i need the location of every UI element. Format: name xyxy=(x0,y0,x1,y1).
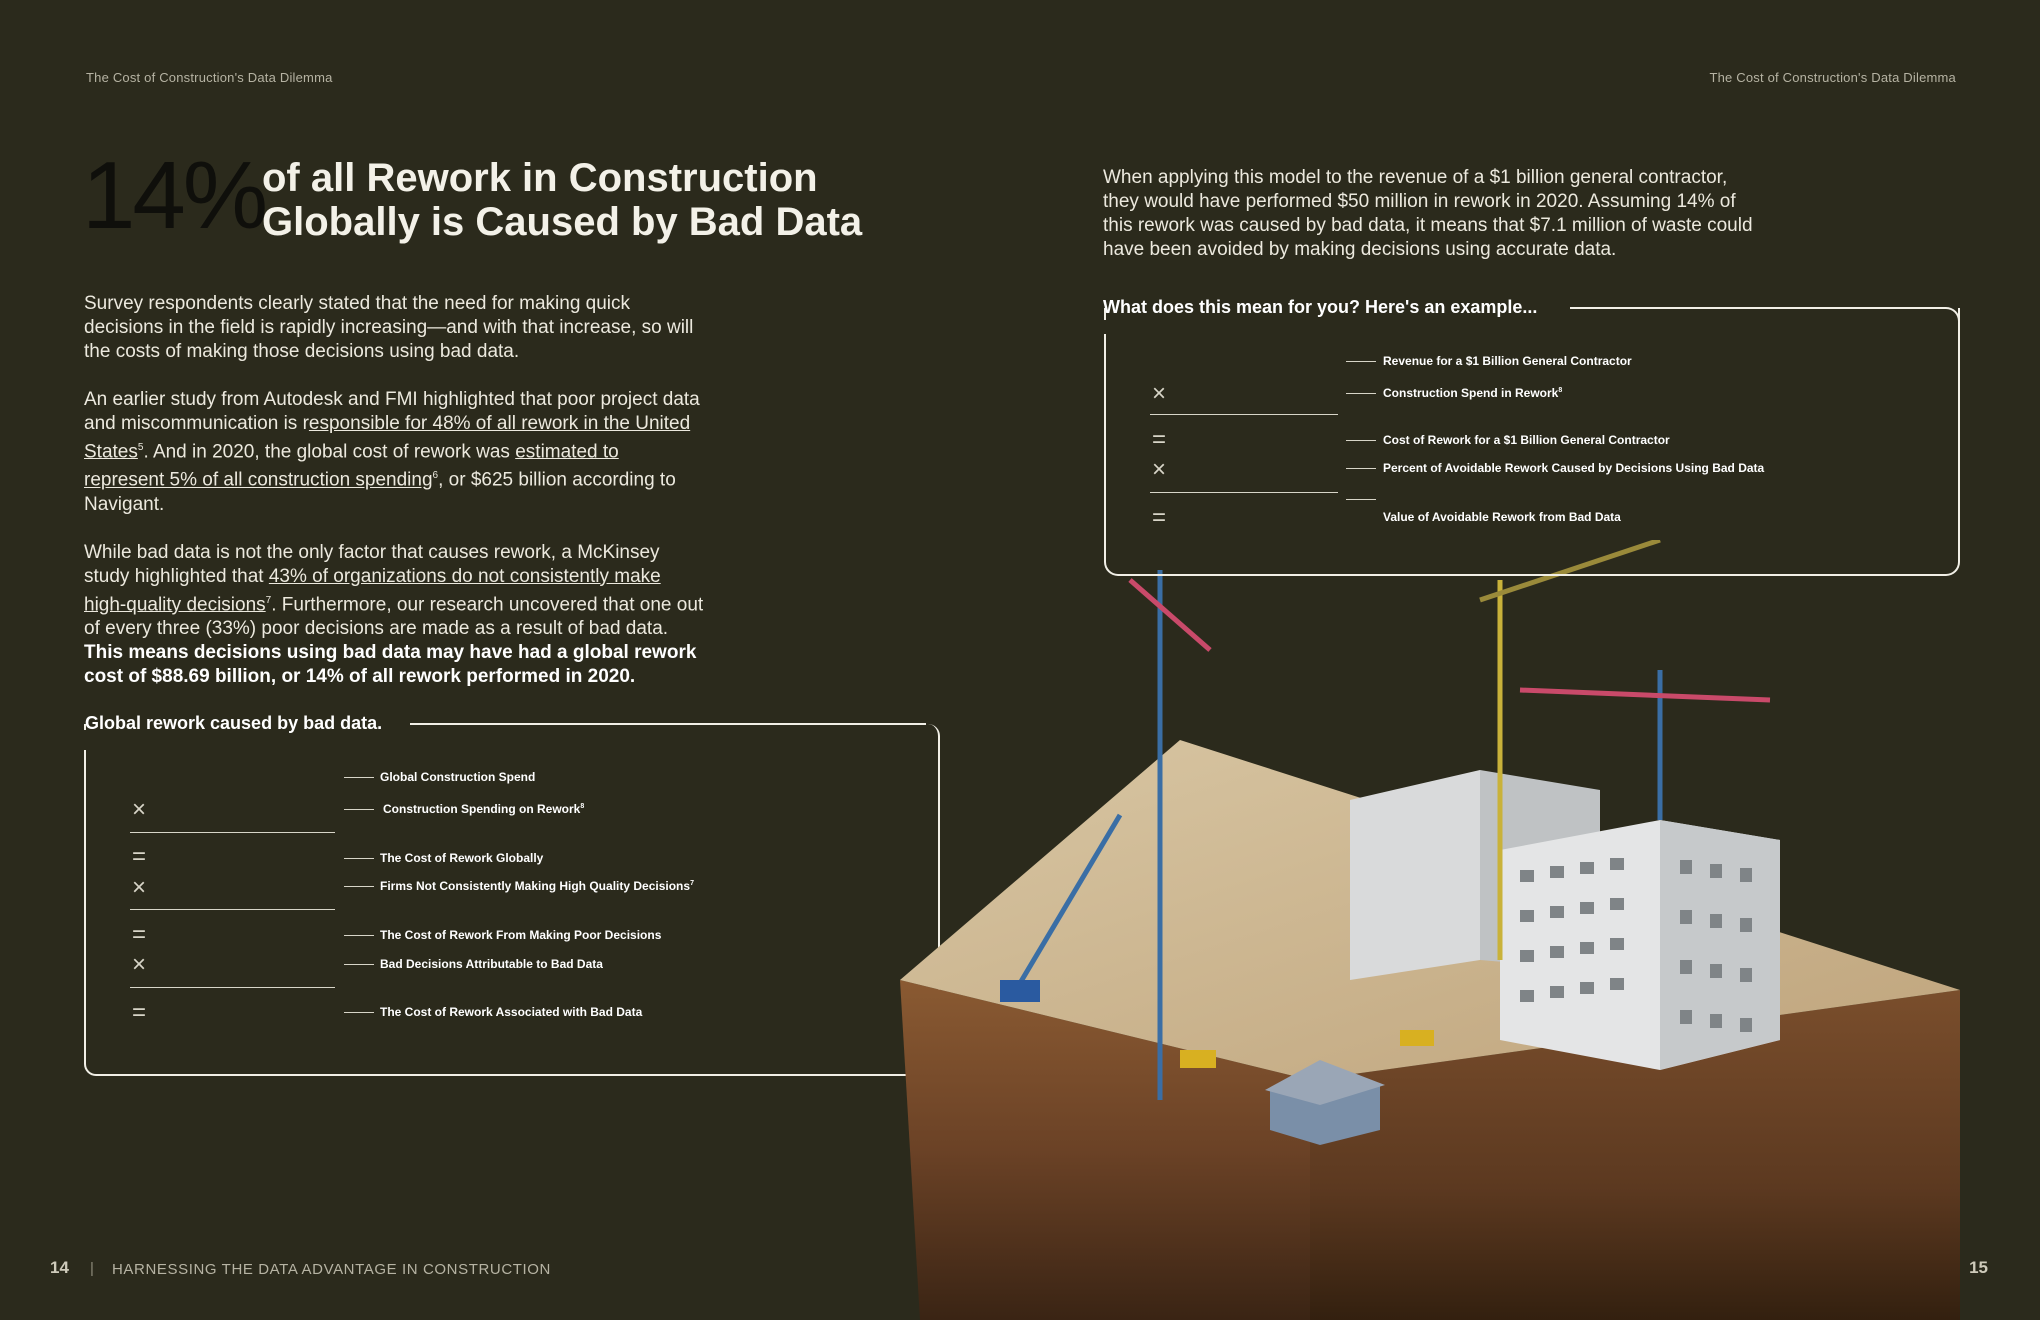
equals-icon: = xyxy=(131,999,146,1026)
page-number-left: 14 xyxy=(50,1258,69,1277)
multiply-icon: × xyxy=(1151,456,1166,483)
paragraph-2 xyxy=(84,388,704,517)
example-calc-top-rule xyxy=(1570,307,1946,309)
calc-divider xyxy=(1150,414,1338,415)
p3-text-a: While bad data is not the only factor that causes rework, a McKinsey study highlighted that xyxy=(84,541,660,587)
calc-label: Revenue for a $1 Billion General Contractor xyxy=(1383,354,1632,368)
calc-divider xyxy=(130,832,335,833)
p3-text-b: . Furthermore, our research uncovered that one out of every three (33%) poor decisions are made as a result of bad data. xyxy=(84,593,704,639)
calc-label: The Cost of Rework Associated with Bad Data xyxy=(380,1005,643,1019)
global-calc-top-rule xyxy=(410,723,926,725)
example-calc-title: What does this mean for you? Here's an example... xyxy=(1103,297,1538,317)
footer-publication: HARNESSING THE DATA ADVANTAGE IN CONSTRUCTION xyxy=(112,1261,551,1278)
equals-icon: = xyxy=(1151,426,1166,453)
calc-label: Firms Not Consistently Making High Quality Decisions$^7$ xyxy=(380,879,694,893)
right-intro-text: When applying this model to the revenue of a $1 billion general contractor, they would have performed $50 million in rework in 2020. Assuming 14% of this rework was caused by bad data, it means that $7.1 million of waste could have been avoided by making decisions using accurate data. xyxy=(1103,167,1753,260)
calc-label: Global Construction Spend xyxy=(380,770,536,784)
hero-percent: 14% xyxy=(82,142,266,249)
calc-divider xyxy=(1150,492,1338,493)
p2-text-b: . And in 2020, the global cost of rework was xyxy=(143,441,516,463)
reference-link-mckinsey[interactable]: 43% of organizations do not consistently make high-quality decisions xyxy=(84,565,661,615)
calc-label: The Cost of Rework Globally xyxy=(380,851,544,865)
calc-divider xyxy=(130,909,335,910)
multiply-icon: × xyxy=(131,796,146,823)
page-title: of all Rework in Construction Globally is Caused by Bad Data xyxy=(262,156,863,244)
reference-link-rework-spending[interactable]: estimated to represent 5% of all construction spending xyxy=(84,441,619,491)
running-header-right: The Cost of Construction's Data Dilemma xyxy=(1709,70,1956,85)
footnote-6: 6 xyxy=(432,470,439,482)
construction-site-illustration xyxy=(880,540,1960,1320)
multiply-icon: × xyxy=(1151,380,1166,407)
paragraph-1: Survey respondents clearly stated that the need for making quick decisions in the field is rapidly increasing—and with that increase, so will the costs of making those decisions using bad data. xyxy=(84,293,694,362)
calc-label: The Cost of Rework From Making Poor Decisions xyxy=(380,928,662,942)
running-header-left: The Cost of Construction's Data Dilemma xyxy=(86,70,333,85)
body-text xyxy=(84,292,704,713)
calc-label: Construction Spending on Rework$^8$ xyxy=(383,802,585,816)
reference-link-rework-us[interactable]: esponsible for 48% of all rework in the United States xyxy=(84,413,691,463)
p2-text-a: An earlier study from Autodesk and FMI highlighted that poor project data and miscommunication is r xyxy=(84,389,700,434)
calc-label: Cost of Rework for a $1 Billion General Contractor xyxy=(1383,433,1670,447)
global-calc-title: Global rework caused by bad data. xyxy=(85,713,383,733)
key-finding: This means decisions using bad data may have had a global rework cost of $88.69 billion, or 14% of all rework performed in 2020. xyxy=(84,641,697,687)
footnote-5: 5 xyxy=(137,442,144,453)
equals-icon: = xyxy=(131,843,146,870)
calc-label: Construction Spend in Rework$^8$ xyxy=(1383,386,1563,400)
calc-divider xyxy=(130,987,335,988)
multiply-icon: × xyxy=(131,874,146,901)
p2-text-c: , or $625 billion according to Navigant. xyxy=(84,469,676,515)
equals-icon: = xyxy=(1151,504,1166,531)
footer-separator: | xyxy=(90,1260,94,1277)
calc-label: Percent of Avoidable Rework Caused by Decisions Using Bad Data xyxy=(1383,461,1765,475)
calc-label: Value of Avoidable Rework from Bad Data xyxy=(1383,510,1621,524)
page-number-right: 15 xyxy=(1969,1258,1988,1277)
multiply-icon: × xyxy=(131,951,146,978)
equals-icon: = xyxy=(131,921,146,948)
footnote-7: 7 xyxy=(265,594,272,606)
paragraph-3 xyxy=(84,541,704,689)
calc-label: Bad Decisions Attributable to Bad Data xyxy=(380,957,603,971)
